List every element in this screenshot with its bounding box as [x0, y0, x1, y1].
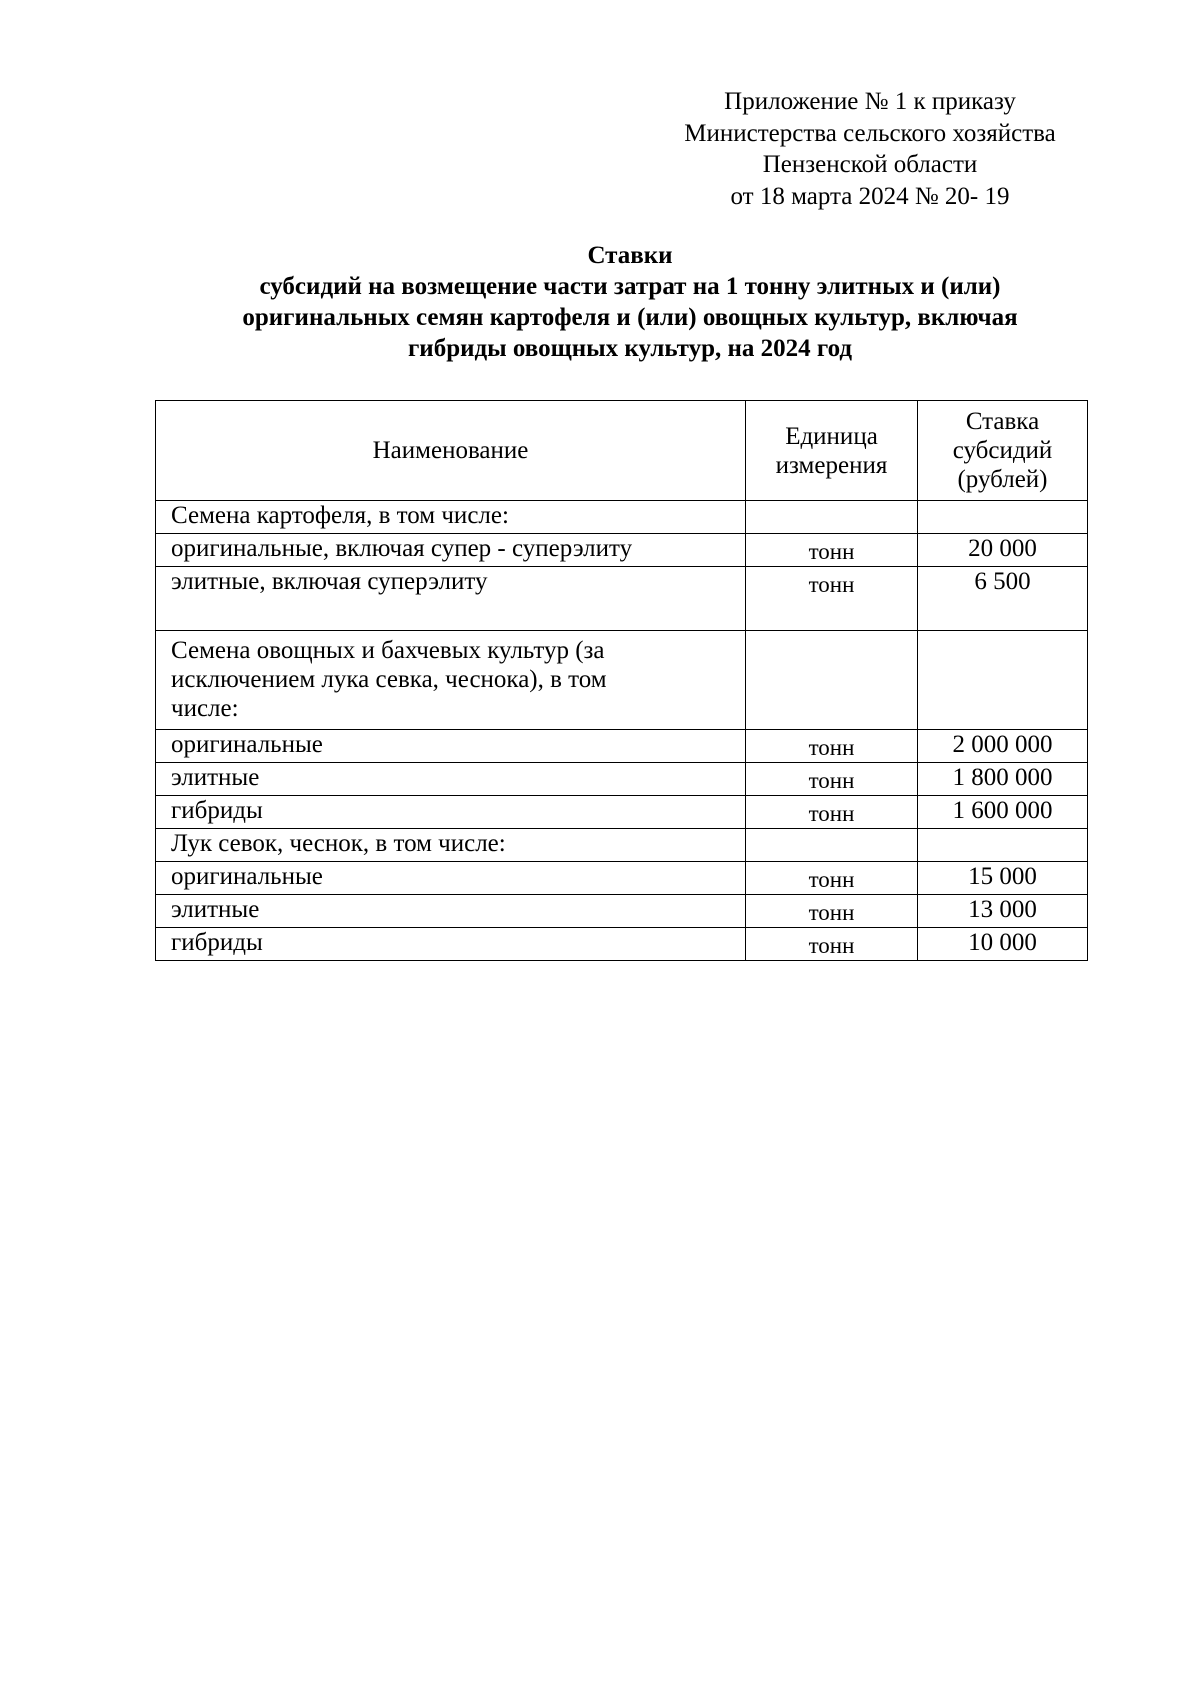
table-row [156, 796, 1088, 829]
header-rate-line-2: субсидий [952, 437, 1053, 464]
row-name: оригинальные [156, 862, 746, 895]
table-row [156, 534, 1088, 567]
header-rate-line-3: (рублей) [957, 466, 1048, 493]
table-row [156, 567, 1088, 631]
row-name: элитные, включая суперэлиту [156, 567, 746, 631]
table-row [156, 928, 1088, 961]
document-title [130, 240, 1130, 364]
row-unit: тонн [746, 730, 918, 763]
row-rate: 15 000 [918, 862, 1088, 895]
subsidy-rates-table [155, 400, 1088, 961]
row-name: оригинальные, включая супер - суперэлиту [156, 534, 746, 567]
annex-line-2: Министерства сельского хозяйства [684, 119, 1056, 147]
row-name: гибриды [156, 928, 746, 961]
header-unit-line-2: измерения [775, 451, 888, 479]
title-line-1: Ставки [587, 242, 673, 269]
row-rate: 6 500 [918, 567, 1088, 631]
row-rate: 2 000 000 [918, 730, 1088, 763]
table-row [156, 829, 1088, 862]
row-rate: 20 000 [918, 534, 1088, 567]
annex-line-3: Пензенской области [762, 151, 978, 178]
row-rate: 10 000 [918, 928, 1088, 961]
table-row [156, 862, 1088, 895]
row-unit [746, 829, 918, 862]
header-unit-line-1: Единица [785, 422, 878, 450]
row-unit: тонн [746, 895, 918, 928]
row-name [156, 631, 746, 730]
row-name: гибриды [156, 796, 746, 829]
annex-line-4: от 18 марта 2024 № 20- 19 [730, 182, 1010, 210]
header-rate [918, 401, 1088, 501]
table-row [156, 763, 1088, 796]
title-line-2: субсидий на возмещение части затрат на 1 тонну элитных и (или) [259, 273, 1001, 300]
title-line-3: оригинальных семян картофеля и (или) овощных культур, включая [242, 304, 1018, 331]
header-unit [746, 401, 918, 501]
row-unit: тонн [746, 534, 918, 567]
row-name-line-1: Семена овощных и бахчевых культур (за [171, 637, 605, 664]
row-rate: 13 000 [918, 895, 1088, 928]
row-unit: тонн [746, 928, 918, 961]
title-line-4: гибриды овощных культур, на 2024 год [407, 335, 853, 362]
row-unit [746, 631, 918, 730]
row-rate: 1 600 000 [918, 796, 1088, 829]
row-name: Лук севок, чеснок, в том числе: [156, 829, 746, 862]
annex-line-1: Приложение № 1 к приказу [724, 88, 1016, 115]
annex-reference [630, 86, 1110, 212]
row-unit: тонн [746, 796, 918, 829]
table-row [156, 631, 1088, 730]
row-rate: 1 800 000 [918, 763, 1088, 796]
row-name-line-2: исключением лука севка, чеснока), в том [171, 666, 607, 693]
row-unit: тонн [746, 862, 918, 895]
row-unit [746, 501, 918, 534]
row-unit: тонн [746, 567, 918, 631]
row-rate [918, 829, 1088, 862]
header-name: Наименование [156, 401, 746, 501]
row-rate [918, 501, 1088, 534]
row-name-line-3: числе: [171, 695, 239, 722]
row-rate [918, 631, 1088, 730]
row-unit: тонн [746, 763, 918, 796]
table-row [156, 895, 1088, 928]
table-row [156, 501, 1088, 534]
row-name: элитные [156, 895, 746, 928]
row-name: Семена картофеля, в том числе: [156, 501, 746, 534]
header-rate-line-1: Ставка [965, 408, 1040, 435]
row-name: оригинальные [156, 730, 746, 763]
row-name: элитные [156, 763, 746, 796]
table-header-row [156, 401, 1088, 501]
table-row [156, 730, 1088, 763]
